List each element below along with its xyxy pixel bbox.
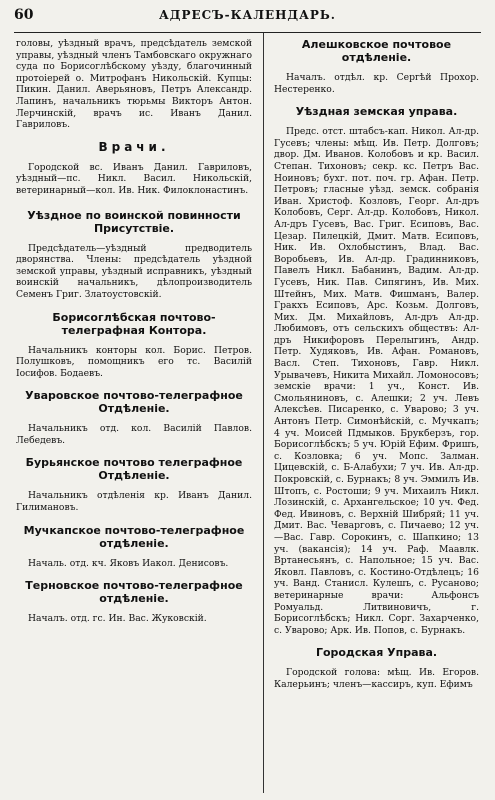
aleshki-heading: Алешковское почтовое отдѣленіе. xyxy=(301,38,452,64)
doctors-heading: Врачи. xyxy=(98,139,170,154)
intro-paragraph: головы, уѣздный врачъ, предсѣдатель земской управы, уѣздный членъ Тамбовскаго окружнаго суда по Борисоглѣбскому уѣзду, благочинный протоіерей о. Митрофанъ Никольскій. Купцы: Пикин. Данил. Аверьяновъ, Петръ Александр. Лапинъ, начальникъ тюрьмы Викторъ Антон. Лерчинскій, врачъ ис. Иванъ Данил. Гавриловъ. xyxy=(16,38,252,131)
page-header xyxy=(14,2,481,32)
uvarovo-paragraph: Начальникъ отд. кол. Василій Павлов. Лебедевъ. xyxy=(16,423,252,446)
zemstvo-heading: Уѣздная земская управа. xyxy=(295,105,458,119)
military-paragraph: Предсѣдатель—уѣздный предводитель дворянства. Члены: предсѣдатель уѣздной земской управы, уѣздный исправникъ, уѣздный воинскій начальникъ, дѣлопроизводитель Семенъ Григ. Златоустовскій. xyxy=(16,242,252,300)
ternovka-paragraph: Началъ. отд. гс. Ин. Вас. Жуковскій. xyxy=(28,613,207,625)
buryan-paragraph: Начальникъ отдѣленія кр. Иванъ Данил. Гилимановъ. xyxy=(16,490,252,514)
muchkap-paragraph: Началь. отд. кч. Яковъ Иакол. Денисовъ. xyxy=(28,557,229,569)
uvarovo-heading: Уваровское почтово-телеграфное Отдѣленіе. xyxy=(25,389,243,416)
city-council-heading: Городская Управа. xyxy=(315,646,438,660)
city-council-paragraph: Городской голова: мѣщ. Ив. Егоров. Калерьинъ; членъ—кассиръ, куп. Ефимъ xyxy=(274,667,479,690)
page-number: 60 xyxy=(14,7,34,23)
right-column xyxy=(274,38,479,691)
borisoglebsk-paragraph: Начальникъ конторы кол. Борис. Петров. Полушковъ, помощникъ его тс. Василій Іосифов. Бодаевъ. xyxy=(16,344,252,379)
aleshki-paragraph: Началъ. отдѣл. кр. Сергѣй Прохор. Нестеренко. xyxy=(274,72,479,95)
doctors-paragraph: Городской вс. Иванъ Данил. Гавриловъ, уѣздный—пс. Никл. Васил. Никольскій, ветеринарный—кол. Ив. Ник. Филоклонастинъ. xyxy=(16,161,252,196)
zemstvo-paragraph: Предс. отст. штабсъ-кап. Никол. Ал-др. Гусевъ; члены: мѣщ. Ив. Петр. Долговъ; двор. Дм. Иванов. Колобовъ и кр. Васил. Степан. Тихоновъ; секр. кс. Петръ Вас. Ноиновъ; бухг. пот. поч. гр. Афан. Петр. Петровъ; гласные уѣзд. земск. собранія Иван. Христоф. Козловъ, Георг. Ал-дръ Колобовъ, Серг. Ал-др. Колобовъ, Никол. Ал-дръ Гусевъ, Вас. Григ. Есиповъ, Вас. Цезар. Пилецкій, Дмит. Матв. Есиповъ, Ник. Ив. Охлобыстинъ, Влад. Вас. Воробьевъ, Ив. Ал-др. Градинниковъ, Павелъ Никл. Бабанинъ, Вадим. Ал-др. Гусевъ, Ник. Пав. Сипягинъ, Ив. Мих. Штейнъ, Мих. Матв. Фишманъ, Валер. Гракхъ Есиповъ, Арс. Козьм. Долговъ, Мих. Дм. Михайловъ, Ал-дръ Ал-др. Любимовъ, отъ сельскихъ обществъ: Ал-дръ Никифоровъ Перелыгинъ, Андр. Петр. Худяковъ, Ив. Афан. Романовъ, Васл. Степ. Тихоновъ, Гавр. Никл. Урывачевъ, Никита Михайл. Ломоносовъ; земскіе врачи: 1 уч., Конст. Ив. Смольяниновъ, с. Алешки; 2 уч. Левъ Алексѣев. Писаренко, с. Уварово; 3 уч. Антонъ Петр. Симонѣйскій, с. Мучкапъ; 4 уч. Моисей Пдмыков. Брукберзъ, гор. Борисоглѣбскъ; 5 уч. Юрій Ефим. Фришъ, с. Козловка; 6 уч. Мопс. Залман. Цицевскій, с. Б-Алабухи; 7 уч. Ив. Ал-др. Покровскій, с. Бурнакъ; 8 уч. Эммилъ Ив. Штопъ, с. Ростоши; 9 уч. Михаилъ Никл. Лозинскій, с. Архангельское; 10 уч. Фед. Фед. Ивиновъ, с. Верхній Шибряй; 11 уч. Дмит. Вас. Чеварговъ, с. Пичаево; 12 уч.—Вас. Гавр. Сорокинъ, с. Шапкино; 13 уч. (вакансія); 14 уч. Раф. Маавлк. Вртанесьянъ, с. Напольное; 15 уч. Вас. Яковл. Павловъ, с. Костино-Отдѣлецъ; 16 уч. Ванд. Станисл. Кулешъ, с. Русаново; ветеринарные врачи: Альфонсъ Ромуальд. Литвиновичъ, г. Борисоглѣбскъ; Никл. Сорг. Захарченко, с. Уварово; Арк. Ив. Попов, с. Бурнакъ. xyxy=(274,126,479,636)
military-heading: Уѣздное по воинской повинности Присутствіе. xyxy=(27,208,241,235)
left-column xyxy=(16,38,252,625)
column-divider xyxy=(263,33,264,793)
running-title: АДРЕСЪ-КАЛЕНДАРЬ. xyxy=(159,8,336,22)
muchkap-heading: Мучкапское почтово-телеграфное отдѣленіе. xyxy=(23,523,245,550)
header-rule xyxy=(14,32,481,33)
buryan-heading: Бурьянское почтово телеграфное Отдѣленіе. xyxy=(25,456,243,483)
borisoglebsk-heading: Борисоглѣбская почтово-телеграфная Контора. xyxy=(52,310,216,337)
ternovka-heading: Терновское почтово-телеграфное отдѣленіе. xyxy=(25,579,243,606)
